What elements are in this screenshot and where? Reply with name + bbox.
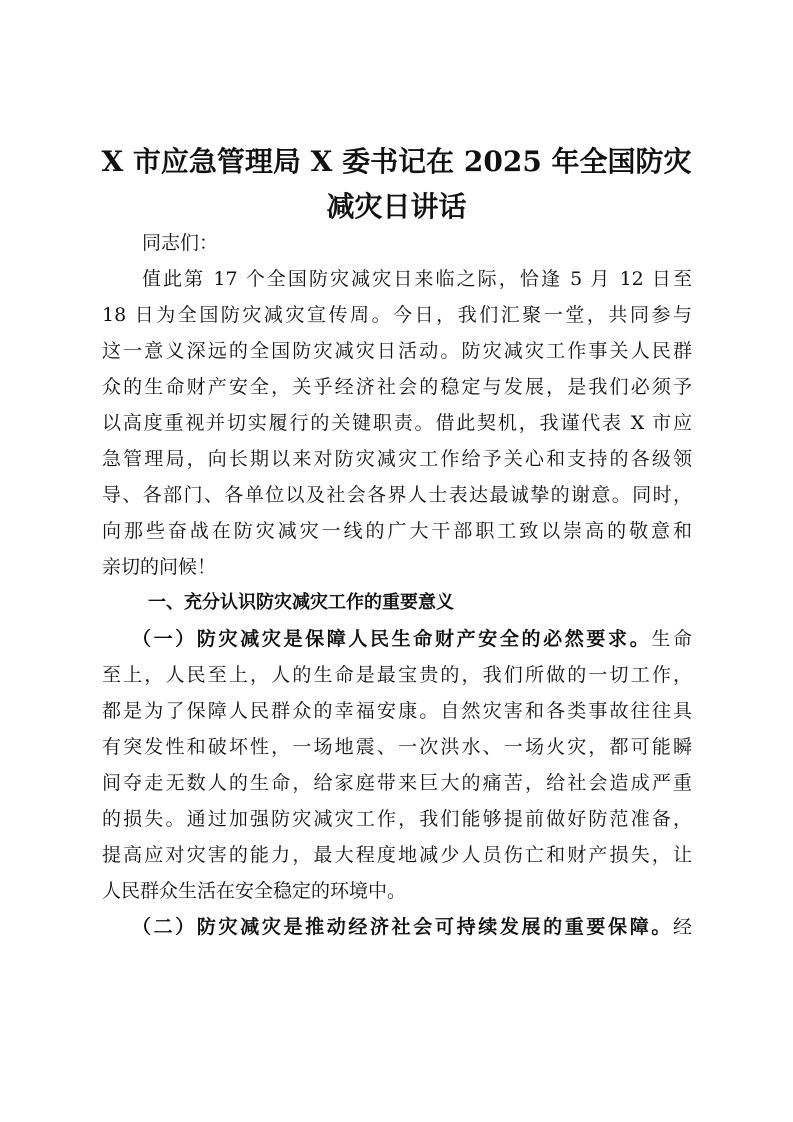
intro-line: 众的生命财产安全，关乎经济社会的稳定与发展，是我们必须予 (102, 376, 692, 398)
paragraph-line: 的损失。通过加强防灾减灾工作，我们能够提前做好防范准备， (102, 808, 692, 830)
subsection-heading: （二）防灾减灾是推动经济社会可持续发展的重要保障。 (132, 916, 673, 938)
intro-line: 值此第 17 个全国防灾减灾日来临之际，恰逢 5 月 12 日至 (142, 268, 692, 290)
intro-line: 18 日为全国防灾减灾宣传周。今日，我们汇聚一堂，共同参与 (102, 304, 692, 326)
document-title-line-1: X 市应急管理局 X 委书记在 2025 年全国防灾 (101, 145, 692, 178)
paragraph-line: 都是为了保障人民群众的幸福安康。自然灾害和各类事故往往具 (102, 700, 692, 722)
paragraph-line: 提高应对灾害的能力，最大程度地减少人员伤亡和财产损失，让 (102, 844, 692, 866)
greeting: 同志们： (142, 232, 219, 254)
intro-line: 急管理局，向长期以来对防灾减灾工作给予关心和支持的各级领 (102, 448, 692, 470)
document-body (102, 225, 692, 945)
paragraph-line: 至上，人民至上，人的生命是最宝贵的，我们所做的一切工作， (102, 664, 692, 686)
subsection-heading-line (102, 621, 692, 657)
document-title-line-2: 减灾日讲话 (326, 190, 467, 223)
paragraph-line: 人民群众生活在安全稳定的环境中。 (102, 880, 407, 902)
subsection-text: 生命 (651, 628, 692, 650)
subsection-heading-line (102, 909, 692, 945)
intro-line: 亲切的问候！ (102, 556, 217, 578)
section-heading: 一、充分认识防灾减灾工作的重要意义 (148, 592, 454, 613)
subsection-text: 经 (672, 916, 692, 938)
intro-line: 导、各部门、各单位以及社会各界人士表达最诚挚的谢意。同时， (102, 484, 692, 506)
paragraph-line: 有突发性和破坏性，一场地震、一次洪水、一场火灾，都可能瞬 (102, 736, 692, 758)
paragraph-line: 间夺走无数人的生命，给家庭带来巨大的痛苦，给社会造成严重 (102, 772, 692, 794)
subsection-heading: （一）防灾减灾是保障人民生命财产安全的必然要求。 (132, 628, 652, 650)
intro-line: 以高度重视并切实履行的关键职责。借此契机，我谨代表 X 市应 (102, 412, 692, 434)
intro-line: 向那些奋战在防灾减灾一线的广大干部职工致以崇高的敬意和 (102, 520, 692, 542)
intro-line: 这一意义深远的全国防灾减灾日活动。防灾减灾工作事关人民群 (102, 340, 692, 362)
